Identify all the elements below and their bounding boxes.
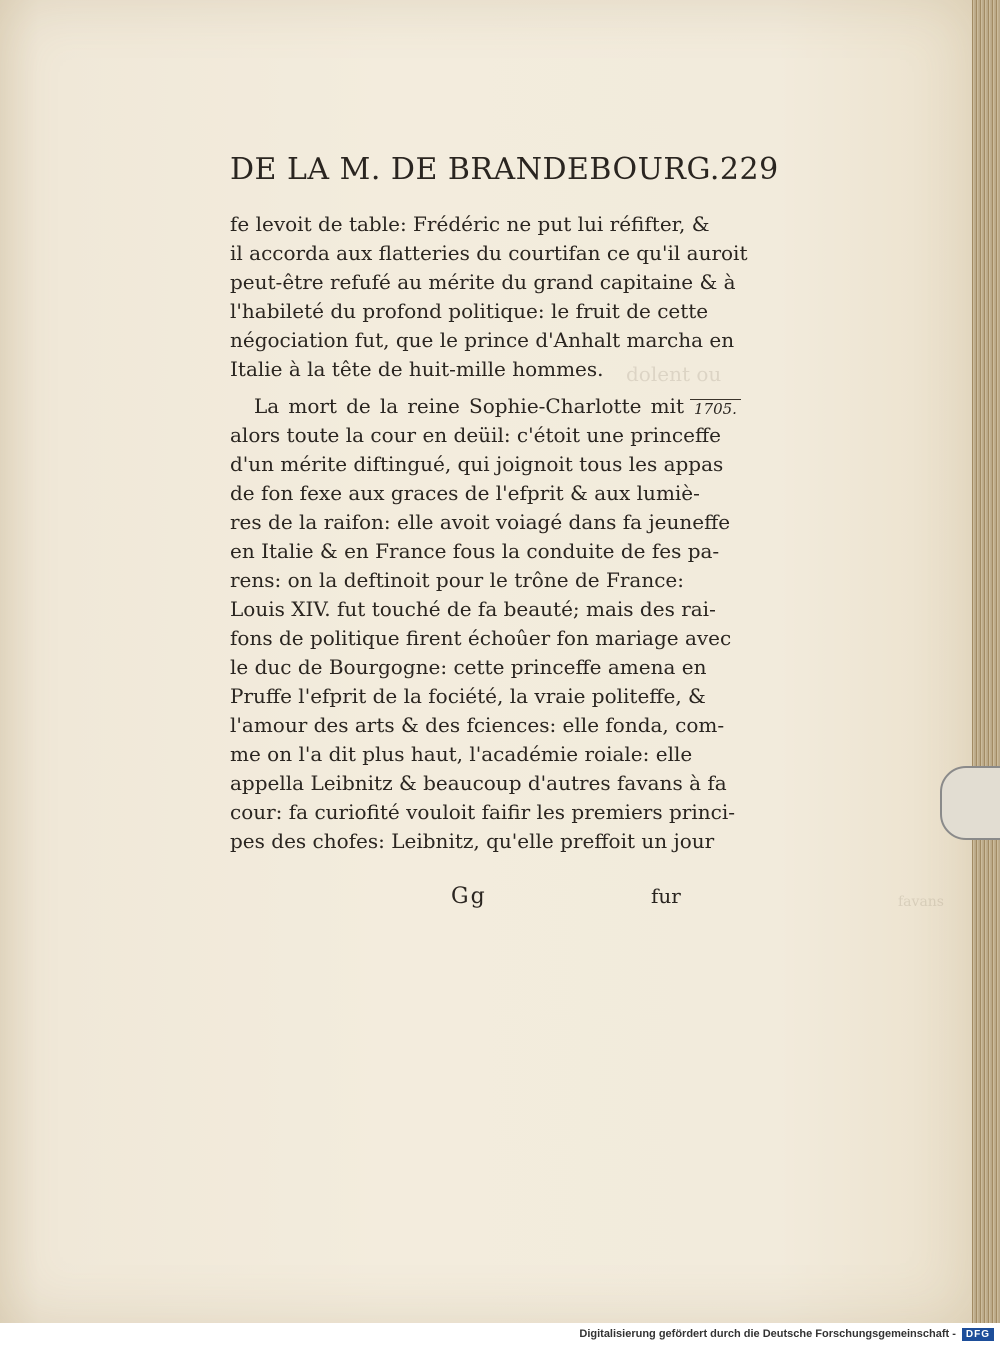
text-line: l'habileté du profond politique: le fruit de cette [230, 299, 709, 323]
text-line: de fon fexe aux graces de l'efprit & aux lumiè- [230, 481, 700, 505]
catchword: fur [651, 884, 681, 908]
text-line: fe levoit de table: Frédéric ne put lui réfifter, & [230, 212, 710, 236]
text-line: le duc de Bourgogne: cette princeffe amena en [230, 655, 707, 679]
text-line: en Italie & en France fous la conduite de fes pa- [230, 539, 720, 563]
bleed-through-text: favans [898, 894, 944, 910]
text-line: Pruffe l'efprit de la fociété, la vraie politeffe, & [230, 684, 706, 708]
digitization-footer [0, 1323, 1000, 1345]
running-header [230, 152, 779, 187]
dfg-logo: DFG [962, 1328, 994, 1341]
bleed-through-text: dolent ou [626, 362, 722, 386]
text-line: appella Leibnitz & beaucoup d'autres favans à fa [230, 771, 727, 795]
page-number: 229 [719, 152, 779, 187]
text-line: peut-être refufé au mérite du grand capitaine & à [230, 270, 736, 294]
text-line: Italie à la tête de huit-mille hommes. [230, 357, 604, 381]
text-line: négociation fut, que le prince d'Anhalt marcha en [230, 328, 735, 352]
text-line: me on l'a dit plus haut, l'académie roiale: elle [230, 742, 693, 766]
text-line: La mort de la reine Sophie-Charlotte mit [254, 394, 684, 418]
text-line: fons de politique firent échoûer fon mariage avec [230, 626, 732, 650]
text-line: alors toute la cour en deüil: c'étoit une princeffe [230, 423, 722, 447]
text-line: rens: on la deftinoit pour le trône de France: [230, 568, 684, 592]
text-line: l'amour des arts & des fciences: elle fonda, com- [230, 713, 725, 737]
text-line: d'un mérite diftingué, qui joignoit tous les appas [230, 452, 724, 476]
funding-credit: Digitalisierung gefördert durch die Deutsche Forschungsgemeinschaft - [579, 1328, 956, 1340]
text-line: res de la raifon: elle avoit voiagé dans fa jeuneffe [230, 510, 731, 534]
page-stack-edge [972, 0, 1000, 1323]
text-line: pes des chofes: Leibnitz, qu'elle preffoit un jour [230, 829, 715, 853]
marginal-year-note: 1705. [690, 399, 741, 418]
running-head-title: DE LA M. DE BRANDEBOURG. [230, 152, 720, 187]
text-line: cour: fa curiofité vouloit faifir les premiers princi- [230, 800, 735, 824]
signature-mark: Gg [451, 884, 487, 909]
text-line: Louis XIV. fut touché de fa beauté; mais des rai- [230, 597, 716, 621]
text-line: il accorda aux flatteries du courtifan ce qu'il auroit [230, 241, 748, 265]
